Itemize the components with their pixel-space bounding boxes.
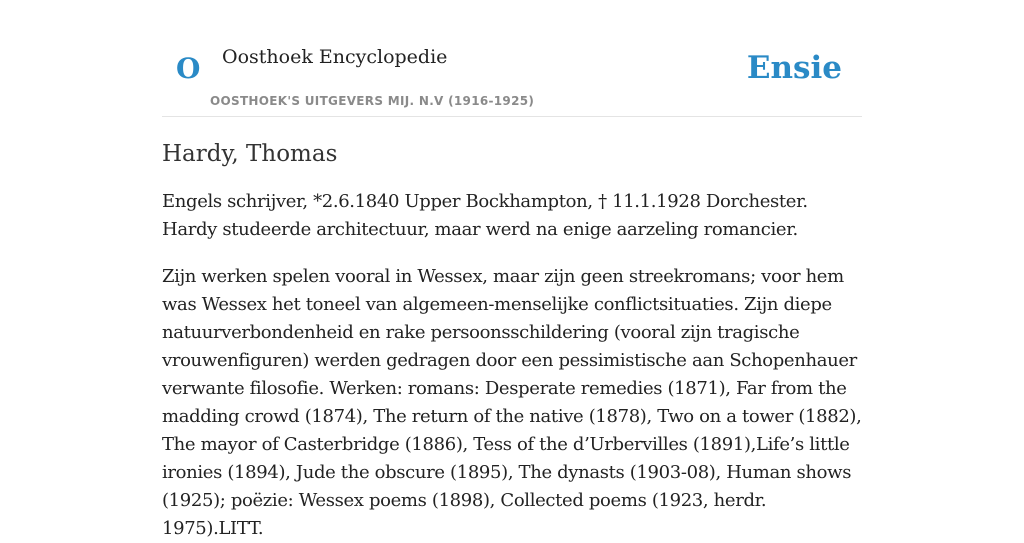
source-logo[interactable]: O	[176, 52, 201, 85]
entry-paragraph-1: Engels schrijver, *2.6.1840 Upper Bockhampton, † 11.1.1928 Dorchester. Hardy studeerde architectuur, maar werd na enige aarzeling romancier.	[162, 191, 808, 240]
source-subtitle: OOSTHOEK'S UITGEVERS MIJ. N.V (1916-1925)	[210, 94, 535, 108]
source-header	[162, 40, 862, 117]
entry-paragraph-2: Zijn werken spelen vooral in Wessex, maar zijn geen streekromans; voor hem was Wessex het toneel van algemeen-menselijke conflictsituaties. Zijn diepe natuurverbondenheid en rake persoonsschildering (vooral zijn tragische vrouwenfiguren) werden gedragen door een pessimistische aan Schopenhauer verwante filosofie. Werken: romans: Desperate remedies (1871), Far from the madding crowd (1874), The return of the native (1878), Two on a tower (1882), The mayor of Casterbridge (1886), Tess of the d’Urbervilles (1891),Life’s little ironies (1894), Jude the obscure (1895), The dynasts (1903-08), Human shows (1925); poëzie: Wessex poems (1898), Collected poems (1923, herdr. 1975).LITT.	[162, 266, 862, 539]
brand-logo[interactable]: Ensie	[746, 50, 842, 86]
source-title[interactable]: Oosthoek Encyclopedie	[222, 46, 448, 68]
entry-title: Hardy, Thomas	[162, 141, 338, 167]
entry-content	[162, 136, 866, 543]
